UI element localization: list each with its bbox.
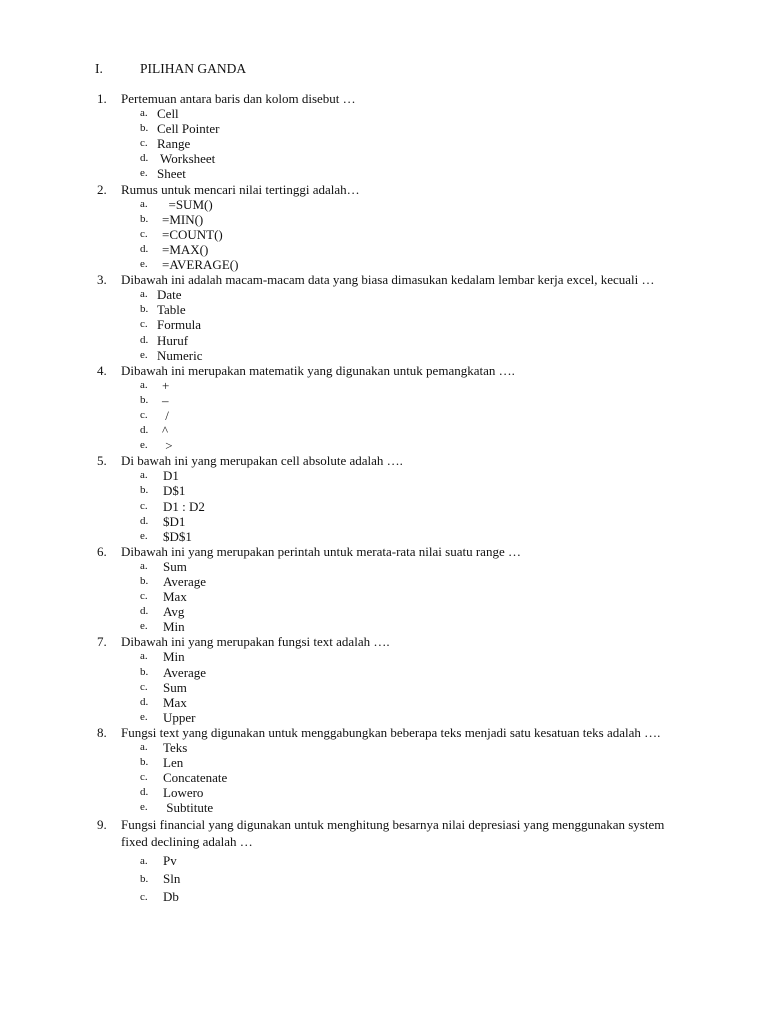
option-text: Cell [157, 106, 179, 122]
option-text: Avg [163, 604, 185, 620]
option-letter: a. [140, 559, 148, 572]
option-text: Db [163, 888, 179, 904]
option-text: D$1 [163, 483, 186, 499]
option-item [0, 852, 768, 870]
option-text: Average [163, 664, 207, 680]
option-letter: d. [140, 695, 149, 708]
question-text: Dibawah ini yang merupakan fungsi text adalah …. [121, 634, 390, 650]
question-stem [0, 816, 768, 850]
option-item [0, 287, 768, 302]
option-letter: b. [140, 393, 149, 406]
option-item [0, 333, 768, 348]
option-item [0, 574, 768, 589]
option-letter: e. [140, 439, 148, 452]
option-letter: c. [140, 408, 148, 421]
section-numeral: I. [95, 61, 103, 76]
question-1 [0, 91, 768, 182]
question-number: 1. [97, 91, 107, 106]
option-text: Sln [163, 870, 181, 886]
option-list [0, 287, 768, 362]
option-letter: a. [140, 197, 148, 210]
section-title: PILIHAN GANDA [140, 61, 247, 76]
question-stem [0, 182, 768, 197]
option-text: Worksheet [157, 151, 216, 167]
option-item [0, 317, 768, 332]
option-item [0, 499, 768, 514]
question-number: 3. [97, 272, 107, 288]
option-item [0, 755, 768, 770]
option-item [0, 483, 768, 498]
option-letter: e. [140, 710, 148, 723]
option-letter: b. [140, 212, 149, 225]
option-text: Min [163, 619, 185, 635]
option-text: =SUM() [162, 196, 213, 212]
option-letter: c. [140, 590, 148, 603]
option-item [0, 227, 768, 242]
question-number: 2. [97, 181, 107, 197]
option-text: Len [163, 755, 184, 771]
option-item [0, 121, 768, 136]
option-text: $D$1 [163, 528, 192, 544]
question-4 [0, 363, 768, 454]
option-text: Cell Pointer [157, 121, 220, 137]
option-list [0, 559, 768, 634]
option-item [0, 408, 768, 423]
option-text: Subtitute [163, 800, 214, 816]
option-text: Table [157, 302, 186, 318]
question-stem [0, 91, 768, 106]
option-text: Teks [163, 740, 188, 756]
option-item [0, 242, 768, 257]
question-stem [0, 725, 768, 740]
option-item [0, 559, 768, 574]
option-item [0, 589, 768, 604]
option-letter: a. [140, 288, 148, 301]
option-letter: a. [140, 107, 148, 120]
option-item [0, 106, 768, 121]
option-letter: e. [140, 801, 148, 814]
option-text: / [162, 407, 169, 423]
option-letter: d. [140, 424, 149, 437]
option-list [0, 197, 768, 272]
option-item [0, 393, 768, 408]
option-letter: b. [140, 303, 149, 316]
question-2 [0, 182, 768, 273]
option-letter: c. [140, 680, 148, 693]
option-item [0, 619, 768, 634]
option-letter: b. [140, 872, 149, 885]
option-letter: d. [140, 605, 149, 618]
option-item [0, 870, 768, 888]
option-item [0, 604, 768, 619]
option-item [0, 378, 768, 393]
option-text: ^ [162, 423, 169, 439]
question-list [0, 91, 768, 906]
section-heading [95, 60, 246, 78]
question-text: Fungsi text yang digunakan untuk menggabungkan beberapa teks menjadi satu kesatuan teks adalah …. [121, 724, 661, 740]
option-letter: a. [140, 469, 148, 482]
option-item [0, 695, 768, 710]
option-item [0, 680, 768, 695]
option-text: =MIN() [162, 211, 204, 227]
option-letter: b. [140, 575, 149, 587]
option-text: Upper [163, 709, 196, 725]
option-text: Range [157, 136, 191, 152]
option-text: =COUNT() [162, 226, 223, 242]
option-item [0, 529, 768, 544]
option-text: D1 [163, 468, 179, 484]
question-text: Pertemuan antara baris dan kolom disebut … [121, 91, 356, 106]
option-letter: d. [140, 786, 149, 799]
question-number: 6. [97, 543, 107, 559]
question-text: Di bawah ini yang merupakan cell absolute adalah …. [121, 453, 403, 469]
question-number: 7. [97, 634, 107, 650]
option-text: Huruf [157, 332, 189, 348]
option-list [0, 468, 768, 543]
option-text: =MAX() [162, 241, 209, 257]
option-letter: c. [140, 318, 148, 331]
option-letter: a. [140, 378, 148, 391]
question-number: 4. [97, 362, 107, 378]
option-item [0, 151, 768, 166]
question-5 [0, 453, 768, 544]
option-list [0, 378, 768, 453]
question-number: 8. [97, 724, 107, 740]
option-text: D1 : D2 [163, 498, 205, 514]
option-text: $D1 [163, 513, 186, 529]
option-letter: b. [140, 484, 149, 497]
option-text: Pv [163, 852, 177, 868]
option-letter: b. [140, 122, 149, 135]
option-item [0, 785, 768, 800]
option-letter: e. [140, 529, 148, 542]
question-stem [0, 544, 768, 559]
question-number: 9. [97, 816, 107, 832]
option-letter: d. [140, 333, 149, 346]
option-letter: a. [140, 741, 148, 754]
option-list [0, 649, 768, 724]
option-letter: b. [140, 665, 149, 678]
option-text: – [162, 392, 169, 408]
question-text: Fungsi financial yang digunakan untuk menghitung besarnya nilai depresiasi yang menggunakan system fixed declining adalah … [121, 816, 665, 849]
question-stem [0, 453, 768, 468]
option-letter: c. [140, 499, 148, 512]
option-item [0, 888, 768, 906]
option-letter: e. [140, 258, 148, 271]
question-text: Rumus untuk mencari nilai tertinggi adalah… [121, 181, 360, 197]
option-item [0, 136, 768, 151]
option-letter: e. [140, 167, 148, 180]
option-letter: a. [140, 650, 148, 663]
option-item [0, 166, 768, 181]
option-text: + [162, 377, 170, 393]
option-letter: e. [140, 348, 148, 361]
question-stem [0, 363, 768, 378]
option-text: Lowero [163, 785, 204, 801]
option-letter: c. [140, 771, 148, 784]
option-letter: d. [140, 514, 149, 527]
option-item [0, 649, 768, 664]
question-9 [0, 816, 768, 906]
question-text: Dibawah ini merupakan matematik yang digunakan untuk pemangkatan …. [121, 362, 515, 378]
option-text: Average [163, 574, 207, 589]
option-letter: e. [140, 620, 148, 633]
option-item [0, 423, 768, 438]
option-list [0, 740, 768, 815]
option-item [0, 302, 768, 317]
option-letter: b. [140, 756, 149, 769]
option-text: Sum [163, 679, 187, 695]
question-6 [0, 544, 768, 635]
option-text: Max [163, 694, 187, 710]
option-text: Sheet [157, 166, 186, 182]
option-text: =AVERAGE() [162, 257, 239, 273]
option-text: Min [163, 649, 185, 665]
option-list [0, 852, 768, 906]
option-item [0, 800, 768, 815]
option-text: Date [157, 287, 182, 303]
option-text: Sum [163, 558, 187, 574]
option-item [0, 257, 768, 272]
option-item [0, 438, 768, 453]
option-item [0, 212, 768, 227]
option-item [0, 468, 768, 483]
option-item [0, 740, 768, 755]
option-letter: d. [140, 242, 149, 255]
option-item [0, 770, 768, 785]
option-letter: c. [140, 890, 148, 903]
option-item [0, 197, 768, 212]
option-item [0, 665, 768, 680]
question-8 [0, 725, 768, 816]
option-text: Max [163, 589, 187, 605]
option-letter: c. [140, 137, 148, 150]
question-stem [0, 634, 768, 649]
option-letter: d. [140, 152, 149, 165]
option-item [0, 514, 768, 529]
question-number: 5. [97, 453, 107, 469]
option-text: > [162, 438, 173, 454]
question-7 [0, 634, 768, 725]
question-text: Dibawah ini yang merupakan perintah untuk merata-rata nilai suatu range … [121, 543, 521, 559]
question-text: Dibawah ini adalah macam-macam data yang biasa dimasukan kedalam lembar kerja excel, kecuali … [121, 272, 655, 288]
option-list [0, 106, 768, 181]
question-stem [0, 272, 768, 287]
option-text: Numeric [157, 347, 203, 363]
question-3 [0, 272, 768, 363]
option-letter: a. [140, 854, 148, 867]
option-item [0, 348, 768, 363]
option-letter: c. [140, 227, 148, 240]
option-text: Formula [157, 317, 202, 333]
option-item [0, 710, 768, 725]
option-text: Concatenate [163, 770, 228, 786]
